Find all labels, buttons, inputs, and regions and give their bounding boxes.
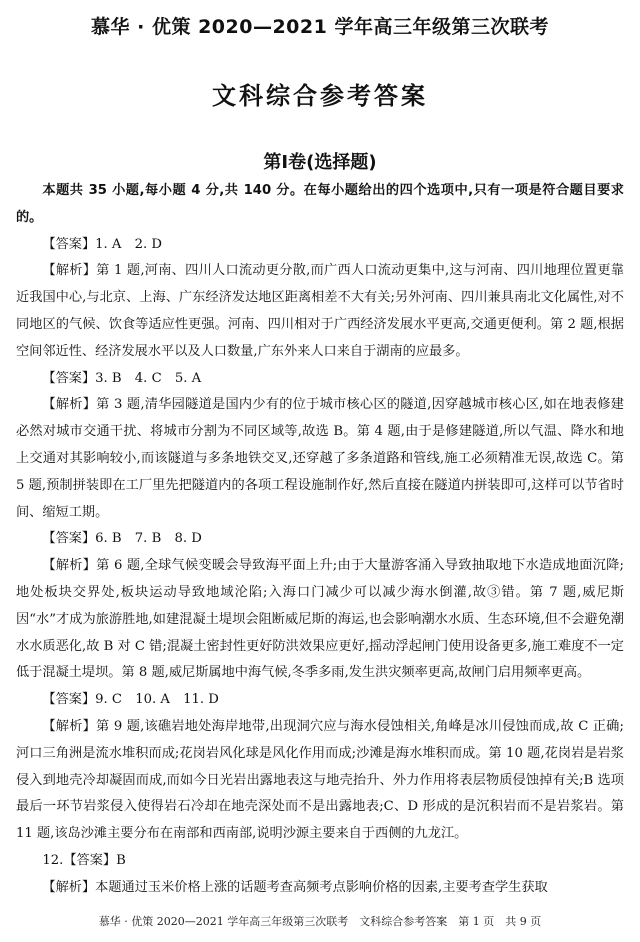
- explanation-12: 【解析】本题通过玉米价格上涨的话题考查高频考点影响价格的因素,主要考查学生获取: [42, 879, 548, 895]
- explanation-9-11: 【解析】第 9 题,该礁岩地处海岸地带,出现洞穴应与海水侵蚀相关,角峰是冰川侵蚀而成,故 C 正确;河口三角洲是流水堆积而成;花岗岩风化球是风化作用而成;沙滩是海水堆积而成。第 10 题,花岗岩是岩浆侵入到地壳冷却凝固而成,而如今日光岩出露地表这与地壳抬升、外力作用将表层物质侵蚀掉有关;B 选项最后一环节岩浆侵入使得岩石冷却在地壳深处而不是出露地表;C、D 形成的是沉积岩而不是岩浆岩。第 11 题,该岛沙滩主要分布在南部和西南部,说明沙源主要来自于西侧的九龙江。: [16, 718, 624, 842]
- answer-3-5: 【答案】3. B 4. C 5. A: [42, 370, 202, 386]
- answer-body: [16, 178, 624, 902]
- answer-1-2: 【答案】1. A 2. D: [42, 236, 162, 252]
- section-title: 第Ⅰ卷(选择题): [263, 152, 377, 173]
- answer-9-11: 【答案】9. C 10. A 11. D: [42, 692, 219, 708]
- answer-12: 12.【答案】B: [42, 852, 126, 868]
- explanation-3-5: 【解析】第 3 题,清华园隧道是国内少有的位于城市核心区的隧道,因穿越城市核心区,如在地表修建必然对城市交通干扰、将城市分割为不同区域等,故选 B。第 4 题,由于是修建隧道,所以气温、降水和地上交通对其影响较小,而该隧道与多条地铁交叉,还穿越了多条道路和管线,施工必须精准无误,故选 C。第 5 题,预制拼装即在工厂里先把隧道内的各项工程设施制作好,然后直接在隧道内拼装即可,这样可以节省时间、缩短工期。: [16, 397, 624, 520]
- page-footer: 慕华 · 优策 2020—2021 学年高三年级第三次联考 文科综合参考答案 第 1 页 共 9 页: [98, 915, 542, 928]
- exam-title: 慕华 · 优策 2020—2021 学年高三年级第三次联考: [91, 16, 549, 38]
- section-instructions: 本题共 35 小题,每小题 4 分,共 140 分。在每小题给出的四个选项中,只有一项是符合题目要求的。: [16, 183, 624, 225]
- document-title: 文科综合参考答案: [212, 82, 428, 110]
- answer-6-8: 【答案】6. B 7. B 8. D: [42, 531, 202, 547]
- explanation-6-8: 【解析】第 6 题,全球气候变暖会导致海平面上升;由于大量游客涌入导致抽取地下水造成地面沉降;地处板块交界处,板块运动导致地域沦陷;入海口门减少可以减少海水倒灌,故③错。第 7 题,威尼斯因“水”才成为旅游胜地,如建混凝土堤坝会阻断威尼斯的海运,也会影响潮水水质、生态环境,但不会避免潮水水质恶化,故 B 对 C 错;混凝土密封性更好防洪效果应更好,摇动浮起闸门使用设备更多,施工难度不一定低于混凝土堤坝。第 8 题,威尼斯属地中海气候,冬季多雨,发生洪灾频率更高,故闸门启用频率更高。: [16, 558, 624, 681]
- explanation-1-2: 【解析】第 1 题,河南、四川人口流动更分散,而广西人口流动更集中,这与河南、四川地理位置更靠近我国中心,与北京、上海、广东经济发达地区距离相差不大有关;另外河南、四川兼具南北文化属性,对不同地区的气候、饮食等适应性更强。河南、四川相对于广西经济发展水平更高,交通更便利。第 2 题,根据空间邻近性、经济发展水平以及人口数量,广东外来人口来自于湖南的应最多。: [16, 263, 624, 359]
